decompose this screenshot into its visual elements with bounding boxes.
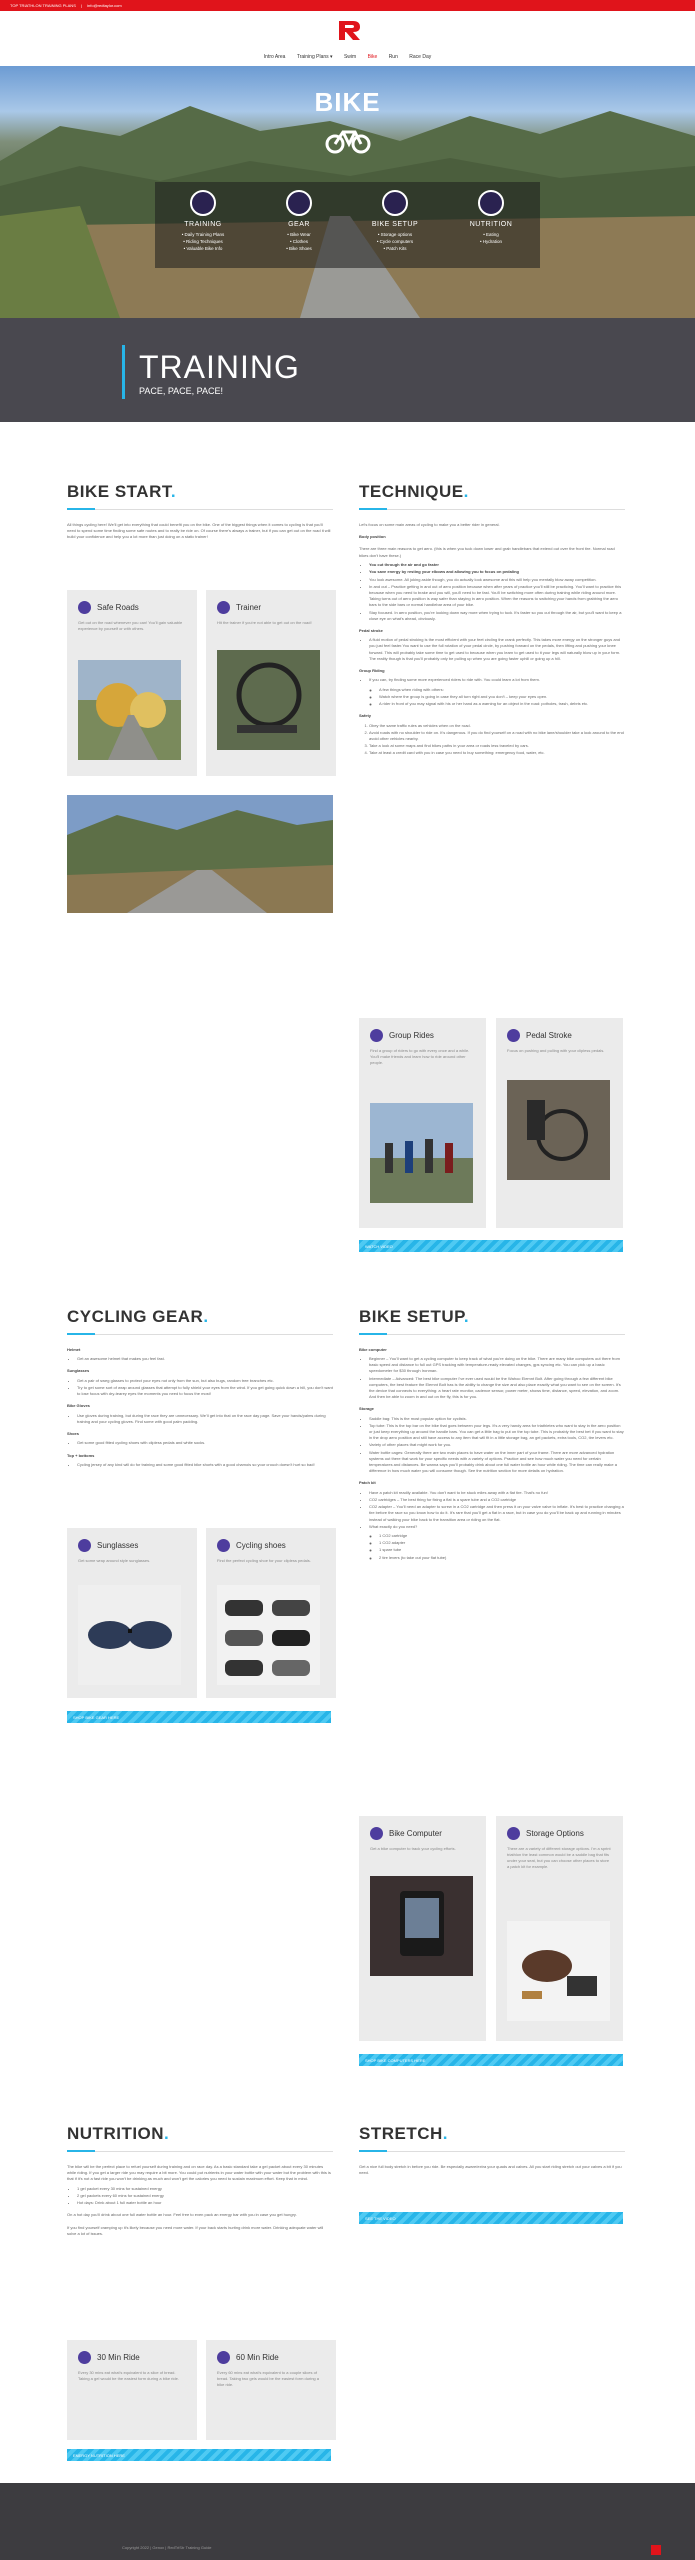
nav-item-intro[interactable]: Intro Area: [263, 54, 286, 60]
stretch-section: STRETCH. Get a nice full body stretch in before you ride. Be especially aware/extra your quads and calves. All you start riding stretch out your calves a bit if you need.: [359, 2122, 625, 2176]
nav-item-swim[interactable]: Swim: [343, 54, 357, 60]
title-underline: [359, 2151, 625, 2152]
nav-item-bike[interactable]: Bike: [367, 54, 378, 60]
glasses-icon: [78, 1539, 91, 1552]
hero-item-gear[interactable]: GEAR • Bike Wear • Clothes • Bike Shoes: [251, 182, 347, 253]
shoe-icon: [217, 1539, 230, 1552]
title-underline: [67, 509, 333, 510]
shop-bike-gear-button[interactable]: SHOP BIKE GEAR HERE: [67, 1711, 331, 1723]
card-storage-options: Storage Options There are a variety of different storage options. I'm a sprint triathlon the least common would be a saddle bag that fits under your seat, but you can choose other places to store a patch kit for example.: [496, 1816, 623, 2041]
apple-icon: [478, 190, 504, 216]
section-title: BIKE START.: [67, 482, 177, 501]
road-landscape-photo: [67, 795, 333, 913]
card-bike-computer: Bike Computer Get a bike computer to track your cycling efforts.: [359, 1816, 486, 2041]
trainer-photo: [217, 650, 320, 750]
card-trainer: Trainer Hit the trainer if you're not able to get out on the road!: [206, 590, 336, 776]
technique-section: TECHNIQUE. Let's focus on some main areas of cycling to make you a better rider in general. Body position There are three main reasons to get aero. (this is when you tuck down lower and grab handlebars that extend out over the front tire. Normal road bikes don't have these.) • You cut through the air and go faster • You save energy by resting your elbows and allowing you to focus on pedaling • You look awesome. All joking aside though, you do actually look awesome and this will help you mentally blow away competition. • In and out – Practice getting in and out of aero position because when after years of practice you'll still be practicing. You'll want to practice this because when you need to brake and you will, you'll need to be fast. You'll be switching more often during training while riding around more. Taking turns out of aero position is way safer than staying in aero position. When the reasons to switching your hands from grabbing the aero bars to the side bars or normal handlebar area of your bike. • Stay focused. In aero position, you're looking down way more when trying to tuck. It's faster so you cut through the air, but you'll want to keep a close eye on what's ahead, obviously. Pedal stroke • A fluid motion of pedal stroking is the most efficient with your feet circling the crank perfectly. This takes more energy on the stronger guys and you just feel faster.You want to use the full rotation of your pedal circle, by pushing forward on the pedals, then lifting and pushing your knee forward. This will probably take some time to get used to because when you learn to get used to it your legs will naturally blow up in your form. The reality though is that you'll probably only be pulling up when you are going faster uphill or going up a hill. Group Riding • If you can, try finding some more experienced riders to ride with. You could learn a lot from them. ◦ A few things when riding with others: ◦ Watch where the group is going in case they all turn right and you don't – keep your eyes open. ◦ A rider in front of you may signal with his or her hand as a warning for an object in the road: potholes, trash, debris etc. Safety 1. Obey the same traffic rules as vehicles when on the road. 2. Avoid roads with no shoulder to ride on. It's dangerous. If you do find yourself on a road with no bike lane/shoulder take a look around to the end avoid other vehicles nearby. 3. Take a look at some maps and find bikes paths in your area or roads less traveled by cars. 4. Take at least a credit card with you in case you need to buy something: emergency food, water, etc.: [359, 480, 625, 757]
storage-kit-photo: [507, 1921, 610, 2021]
top-bar: TOP TRIATHLON TRAINING PLANS | info@redtaylor.com: [0, 0, 695, 11]
scroll-top-icon[interactable]: [651, 2545, 661, 2555]
site-header: [0, 11, 695, 66]
pedal-stroke-photo: [507, 1080, 610, 1180]
section-band: [0, 318, 695, 422]
watch-video-button[interactable]: WATCH VIDEO: [359, 1240, 623, 1252]
see-video-button[interactable]: SEE THE VIDEO: [359, 2212, 623, 2224]
section-title: STRETCH.: [359, 2124, 449, 2143]
bike-computer-photo: [370, 1876, 473, 1976]
section-title: TECHNIQUE.: [359, 482, 469, 501]
main-nav: [0, 54, 695, 61]
bag-icon: [507, 1827, 520, 1840]
clock-icon: [78, 2351, 91, 2364]
nutrition-section: NUTRITION. The bike will be the perfect place to refuel yourself during training and on race day. As a basic standard take a gel packet about every 30 minutes while riding. If you get a larger ride you may require a bit more. You could put nutrients in your water bottle with your water but the problem with this is that if it's not a fast ride you won't be drinking as much and won't get the calories you need to sustain maximum effort. Keep that in mind. • 1 gel packet every 30 mins for sustained energy • 2 gel packets every 60 mins for sustained energy • Hot days: Drink about 1 full water bottle an hour On a hot day you'll drink about one full water bottle an hour. Feel free to even pack an energy bar with you in case you get hungry. If you find yourself cramping up it's likely because you need more water. If your back starts hurting drink more water. Drinking adequate water will solve a lot of issues.: [67, 2122, 333, 2238]
topbar-email-link[interactable]: info@redtaylor.com: [87, 3, 122, 8]
band-subtitle: PACE, PACE, PACE!: [139, 386, 224, 396]
bicycle-icon: [325, 126, 371, 154]
band-title: TRAINING: [139, 349, 300, 385]
title-underline: [359, 509, 625, 510]
gear-icon: [217, 601, 230, 614]
nav-item-run[interactable]: Run: [388, 54, 398, 60]
hero-item-bike-setup[interactable]: BIKE SETUP • Storage options • Cycle computers • Patch Kits: [347, 182, 443, 253]
nav-item-race-day[interactable]: Race Day: [409, 54, 432, 60]
bike-icon: [382, 190, 408, 216]
road-icon: [78, 601, 91, 614]
card-pedal-stroke: Pedal Stroke Focus on pushing and pulling with your clipless pedals.: [496, 1018, 623, 1228]
copyright-text: Copyright 2022 | Genox | RedTriStr Training Guide: [122, 2545, 212, 2550]
title-underline: [67, 1334, 333, 1335]
topbar-tagline: TOP TRIATHLON TRAINING PLANS: [10, 3, 76, 8]
card-60-min-ride: 60 Min Ride Every 60 mins eat what's equivalent to a couple slices of bread. Taking two gels would be the easiest form during a bike ride.: [206, 2340, 336, 2440]
card-group-rides: Group Rides Find a group of riders to go with every once and a while. You'll make friends and learn how to ride around other people.: [359, 1018, 486, 1228]
shop-bike-computers-button[interactable]: SHOP BIKE COMPUTERS HERE: [359, 2054, 623, 2066]
cycling-gear-section: CYCLING GEAR. Helmet • Get an awesome helmet that makes you feel fast. Sunglasses • Get a pair of sweg glasses to protect your eyes not only from the sun, but also bugs, random tree branches etc. • Try to get some sort of wrap around glasses that attempt to fully shield your eyes from the wind. If you get going quick down a hill, you don't want to lose focus with dry-tearey eyes the moments you need to focus the most! Bike Gloves • Use gloves during training, but during the race they are unnecessary. We'll get into that on the race day page. Save your hands/palms during training and your cycling gloves. Find some with good palm padding. Shoes • Get some good fitted cycling shoes with clipless pedals and white socks. Top + bottoms • Cycling jersey of any kind will do for training and some good fitted bike shorts with a good chamois so your crouch doesn't hurt so bad!: [67, 1305, 333, 1468]
bike-icon: [370, 1029, 383, 1042]
gear-icon: [507, 1029, 520, 1042]
section-title: BIKE SETUP.: [359, 1307, 470, 1326]
watch-icon: [370, 1827, 383, 1840]
cycling-shoes-photo: [217, 1585, 320, 1685]
energy-nutrition-button[interactable]: ENERGY NUTRITION HERE: [67, 2449, 331, 2461]
nav-item-training-plans[interactable]: Training Plans ▾: [296, 54, 333, 60]
section-title: NUTRITION.: [67, 2124, 170, 2143]
autumn-road-photo: [78, 660, 181, 760]
card-safe-roads: Safe Roads Get out on the road whenever you can! You'll gain valuable experience by yourself or with others.: [67, 590, 197, 776]
title-underline: [67, 2151, 333, 2152]
hero-title: BIKE: [314, 87, 381, 117]
sunglasses-photo: [78, 1585, 181, 1685]
card-sunglasses: Sunglasses Get some wrap around style sunglasses.: [67, 1528, 197, 1698]
site-footer: [0, 2483, 695, 2560]
card-30-min-ride: 30 Min Ride Every 30 mins eat what's equivalent to a slice of bread. Taking a gel would be the easiest form during a bike ride.: [67, 2340, 197, 2440]
hero-item-training[interactable]: TRAINING • Daily Training Plans • Riding Techniques • Valuable Bike Info: [155, 182, 251, 253]
bike-start-section: BIKE START. All things cycling here! We'll get into everything that could benefit you on the bike. One of the biggest things when it comes to cycling is that you'll need to spend some time finding some safe routes and to really be ride on. Of course there's always a trainer, but if you can get out on the road it will build your confidence and help you a lot more than just doing on a static trainer!: [67, 480, 333, 541]
accent-bar: [122, 345, 125, 399]
card-cycling-shoes: Cycling shoes Find the perfect cycling shoe for your clipless pedals.: [206, 1528, 336, 1698]
clock-icon: [217, 2351, 230, 2364]
title-underline: [359, 1334, 625, 1335]
logo-icon[interactable]: [333, 19, 363, 41]
hero-banner: [0, 66, 695, 318]
hero-features-panel: [155, 182, 540, 268]
section-title: CYCLING GEAR.: [67, 1307, 209, 1326]
group-ride-photo: [370, 1103, 473, 1203]
hero-item-nutrition[interactable]: NUTRITION • Eating • Hydration: [443, 182, 539, 246]
shirt-icon: [286, 190, 312, 216]
bike-setup-section: BIKE SETUP. Bike computer • Beginner – You'll want to get a cycling computer to keep track of what you're doing on the bike. There are many bike computers out there from basic speed and distance to full out GPS tracking with temperature-ready elevated changes, gps syncing etc. You can pick up a basic speedometer for $30 through Ironman. • Intermediate – Advanced: The best bike computer I've ever used would be the Wahoo Elemnt Bolt. After going through a few different bike computers, the best feature the Elemnt Bolt has is the ability to change the size and also place exactly what you want to see on the screen. It's the device that connects to everything: a heart rate monitor, cadence sensor, power meter, shows time, distance, speed, elevation, and zoom. And then be able to zoom in and out on the fly, this is for you. Storage • Saddle bag: This is the most popular option for cyclists. • Top tube: This is the top bar on the bike that goes between your legs. It's a very handy area for triathletes who want to stay in the aero position or just keep everything up around the handle bars. You can get a little bag to put on the top tube. This is probably the best bet if you want to stay in the drop aero position and still have access to any item that will fit in a little storage bag, an gel packets, extra tools, CO2, tire levers etc. • Variety of other places that might work for you. • Water bottle cages: Generally there are two main places to have water on the inner part of your frame. There are more advanced hydration systems out there that work for your specific needs with a variety of options. Practice and see how much water you need for certain temperatures and distances. Be wanna says you'll probably drink about one full water bottle an hour while riding. The time can really make a difference in how much water you will consume though. See the nutrition section for more details on hydration. Patch kit • Have a patch kit readily available. You don't want to be stuck miles away with a flat tire. That's no fun! • CO2 cartridges – The best thing for fixing a flat is a spare tube and a CO2 cartridge • CO2 adapter – You'll need an adapter to screw in a CO2 cartridge and then press it on your valve valve to inflate. It's best to practice changing a tire before the race so you know how to do it. It's rare that you'll get a flat in a race, but in case you do you'll be back up and running in minutes instead of walking your bike back to the transition area or riding on the flat. • What exactly do you need? ◦ 1 CO2 cartridge ◦ 1 CO2 adapter ◦ 1 spare tube ◦ 2 tire levers (to take out your flat tube): [359, 1305, 625, 1561]
target-icon: [190, 190, 216, 216]
